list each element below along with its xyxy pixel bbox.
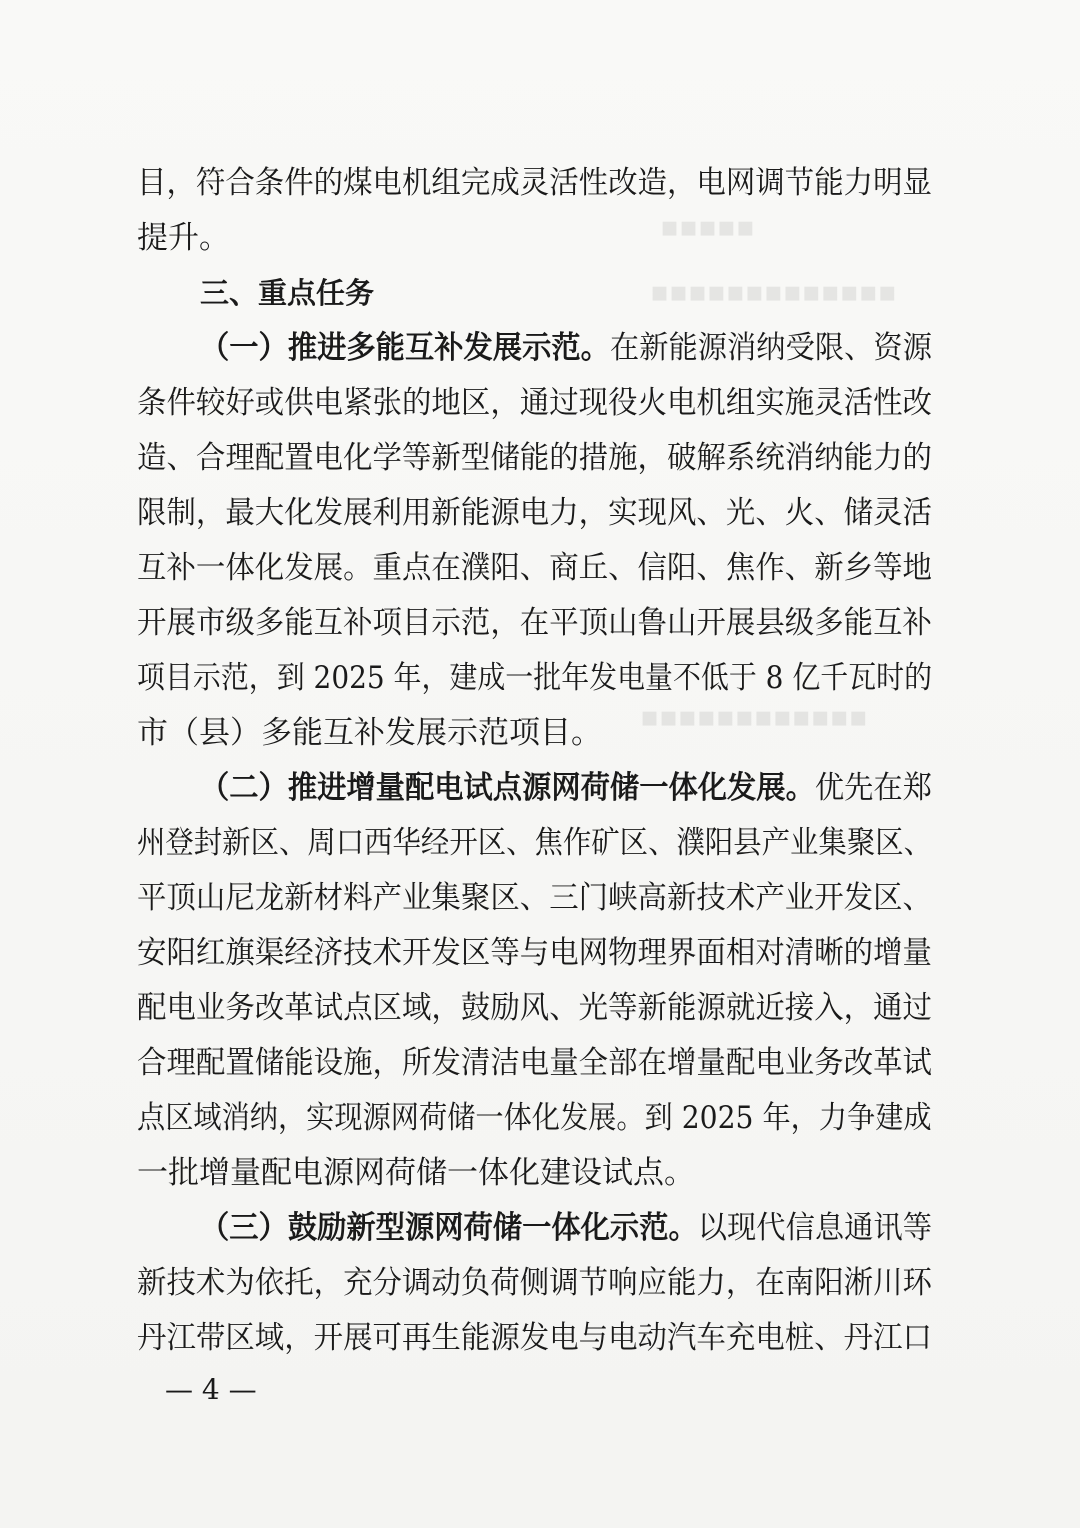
bleed-through-decoration: ▪▪▪▪▪▪▪▪▪▪▪▪▪	[650, 275, 897, 308]
subsection-title: （一）推进多能互补发展示范。	[200, 330, 610, 366]
text-line: 条件较好或供电紧张的地区，通过现役火电机组实施灵活性改	[137, 385, 932, 421]
subsection-title: （三）鼓励新型源网荷储一体化示范。	[200, 1210, 698, 1246]
text-line: 限制，最大化发展利用新能源电力，实现风、光、火、储灵活	[137, 495, 932, 531]
text-line: 项目示范，到 2025 年，建成一批年发电量不低于 8 亿千瓦时的	[137, 660, 933, 696]
text-line: 州登封新区、周口西华经开区、焦作矿区、濮阳县产业集聚区、	[137, 825, 933, 861]
text-line: 点区域消纳，实现源网荷储一体化发展。到 2025 年，力争建成	[137, 1100, 932, 1136]
section-heading: 三、重点任务	[200, 276, 375, 310]
text-line: 合理配置储能设施，所发清洁电量全部在增量配电业务改革试	[137, 1045, 932, 1081]
text-line: 开展市级多能互补项目示范，在平顶山鲁山开展县级多能互补	[137, 605, 932, 641]
bleed-through-decoration: ▪▪▪▪▪	[660, 210, 755, 243]
paragraph-first-line	[200, 768, 932, 808]
bleed-through-decoration: ▪▪▪▪▪▪▪▪▪▪▪▪	[640, 700, 868, 733]
text-line: 互补一体化发展。重点在濮阳、商丘、信阳、焦作、新乡等地	[137, 550, 932, 586]
text-line: 丹江带区域，开展可再生能源发电与电动汽车充电桩、丹江口	[137, 1320, 932, 1356]
paragraph-first-line	[200, 328, 932, 368]
text-run: 优先在郑	[814, 770, 932, 806]
subsection-title: （二）推进增量配电试点源网荷储一体化发展。	[200, 770, 815, 806]
text-line: 一批增量配电源网荷储一体化建设试点。	[137, 1155, 695, 1191]
text-line: 配电业务改革试点区域，鼓励风、光等新能源就近接入，通过	[137, 990, 932, 1026]
text-run: 在新能源消纳受限、资源	[609, 330, 932, 366]
text-line: 新技术为依托，充分调动负荷侧调节响应能力，在南阳淅川环	[137, 1265, 932, 1301]
text-line: 造、合理配置电化学等新型储能的措施，破解系统消纳能力的	[137, 440, 932, 476]
paragraph-first-line	[200, 1208, 932, 1248]
text-line: 安阳红旗渠经济技术开发区等与电网物理界面相对清晰的增量	[137, 935, 932, 971]
text-run: 以现代信息通讯等	[697, 1210, 932, 1246]
page-number: — 4 —	[165, 1373, 257, 1406]
text-line: 市（县）多能互补发展示范项目。	[137, 715, 602, 751]
text-line: 提升。	[137, 220, 230, 256]
text-line: 平顶山尼龙新材料产业集聚区、三门峡高新技术产业开发区、	[137, 880, 932, 916]
text-line: 目，符合条件的煤电机组完成灵活性改造，电网调节能力明显	[137, 165, 932, 201]
